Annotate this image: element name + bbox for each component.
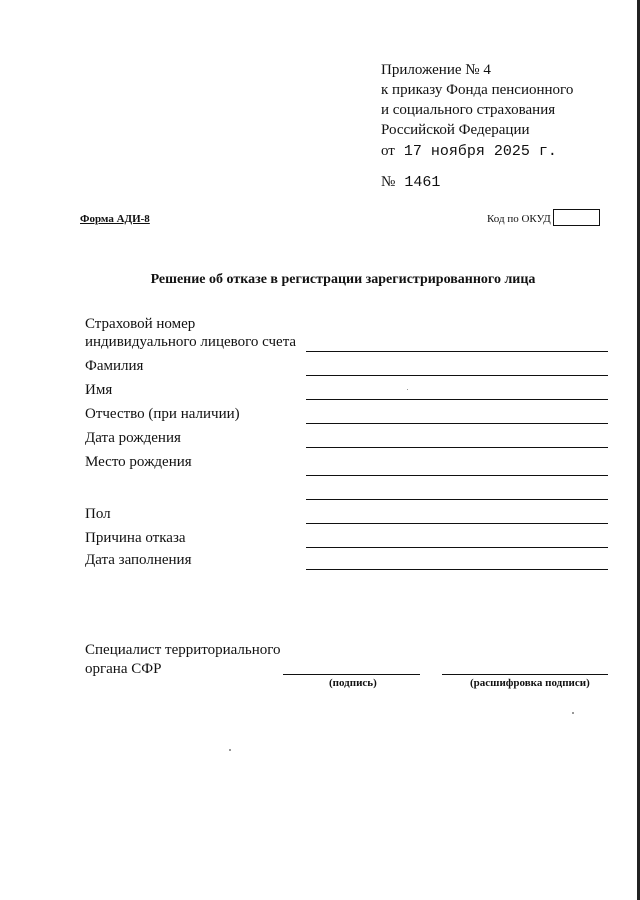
field-line-patronymic[interactable] — [306, 423, 608, 424]
form-code: Форма АДИ-8 — [80, 213, 150, 225]
okud-label: Код по ОКУД — [487, 213, 551, 225]
field-label-birth-place: Место рождения — [85, 454, 192, 470]
scan-speck — [407, 389, 408, 390]
field-label-surname: Фамилия — [85, 358, 144, 374]
field-label-sex: Пол — [85, 506, 111, 522]
scan-speck — [229, 749, 231, 751]
appendix-country: Российской Федерации — [381, 122, 530, 138]
field-label-name: Имя — [85, 382, 113, 398]
order-number-value: 1461 — [404, 174, 441, 191]
signature-decoding-line[interactable] — [442, 674, 608, 675]
field-line-snils[interactable] — [306, 351, 608, 352]
field-label-snils-line2: индивидуального лицевого счета — [85, 334, 297, 350]
field-line-sex[interactable] — [306, 523, 608, 524]
specialist-label-line2: органа СФР — [85, 661, 162, 677]
specialist-label — [85, 641, 281, 679]
appendix-header — [381, 60, 573, 140]
appendix-fund-name: и социального страхования — [381, 102, 556, 118]
order-date-value: 17 ноября 2025 г. — [403, 143, 557, 160]
signature-decoding-caption: (расшифровка подписи) — [470, 677, 590, 689]
field-line-birth-date[interactable] — [306, 447, 608, 448]
field-line-surname[interactable] — [306, 375, 608, 376]
document-title: Решение об отказе в регистрации зарегистрированного лица — [150, 272, 536, 287]
order-number-sign: № — [381, 174, 396, 190]
field-line-refusal-reason[interactable] — [306, 547, 608, 548]
appendix-number: Приложение № 4 — [381, 62, 491, 78]
field-label-patronymic: Отчество (при наличии) — [85, 406, 240, 422]
field-line-name[interactable] — [306, 399, 608, 400]
order-date — [381, 143, 557, 160]
appendix-order-ref: к приказу Фонда пенсионного — [381, 82, 574, 98]
order-number — [381, 174, 440, 191]
field-label-refusal-reason: Причина отказа — [85, 530, 186, 546]
specialist-label-line1: Специалист территориального — [85, 642, 281, 658]
signature-caption: (подпись) — [329, 677, 377, 689]
field-label-fill-date: Дата заполнения — [85, 552, 192, 568]
signature-line[interactable] — [283, 674, 420, 675]
field-label-snils-line1: Страховой номер — [85, 316, 196, 332]
field-line-fill-date[interactable] — [306, 569, 608, 570]
scan-speck — [572, 712, 574, 714]
field-line-birth-place-2[interactable] — [306, 499, 608, 500]
field-line-birth-place-1[interactable] — [306, 475, 608, 476]
okud-code-box[interactable] — [553, 209, 600, 226]
order-date-prefix: от — [381, 143, 395, 159]
field-label-birth-date: Дата рождения — [85, 430, 181, 446]
